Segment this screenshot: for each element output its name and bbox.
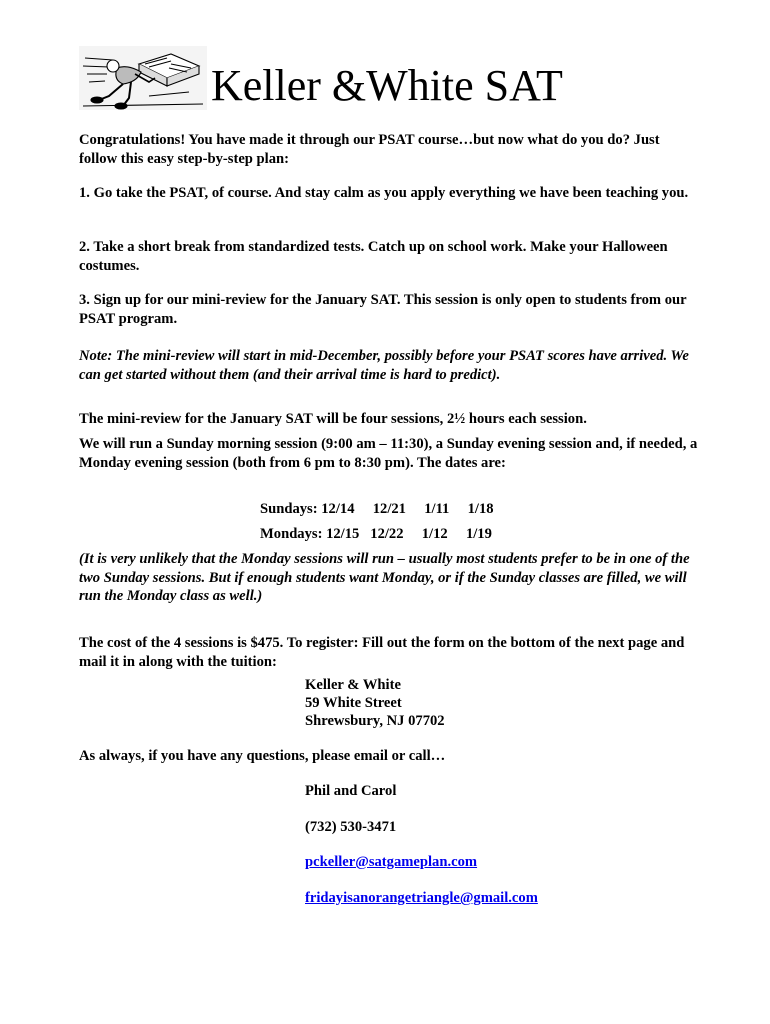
address-street: 59 White Street	[305, 695, 402, 711]
contact-email-2	[305, 889, 538, 907]
cost-paragraph: The cost of the 4 sessions is $475. To register: Fill out the form on the bottom of the next page and mail it in along with the tuition:	[79, 635, 685, 670]
step-1: 1. Go take the PSAT, of course. And stay calm as you apply everything we have been teaching you.	[79, 185, 689, 201]
sunday-dates: Sundays: 12/14 12/21 1/11 1/18	[260, 501, 494, 517]
contact-phone: (732) 530-3471	[305, 819, 397, 835]
mailing-address	[305, 676, 445, 730]
step-3: 3. Sign up for our mini-review for the January SAT. This session is only open to students from our PSAT program.	[79, 292, 687, 327]
step-2: 2. Take a short break from standardized tests. Catch up on school work. Make your Halloween costumes.	[79, 239, 668, 274]
page-title: Keller &White SAT	[211, 61, 563, 110]
questions-line: As always, if you have any questions, please email or call…	[79, 748, 446, 764]
contact-names: Phil and Carol	[305, 783, 397, 799]
address-name: Keller & White	[305, 677, 401, 693]
monday-dates: Mondays: 12/15 12/22 1/12 1/19	[260, 526, 492, 542]
note-paragraph: Note: The mini-review will start in mid-December, possibly before your PSAT scores have arrived. We can get started without them (and their arrival time is hard to predict).	[79, 348, 689, 383]
intro-paragraph: Congratulations! You have made it through our PSAT course…but now what do you do? Just follow this easy step-by-step plan:	[79, 132, 660, 167]
address-city: Shrewsbury, NJ 07702	[305, 713, 445, 729]
monday-note: (It is very unlikely that the Monday sessions will run – usually most students prefer to be in one of the two Sunday sessions. But if enough students want Monday, or if the Sunday classes are filled, we will run the Monday class as well.)	[79, 551, 690, 604]
email-link-pckeller[interactable]: pckeller@satgameplan.com	[305, 854, 478, 870]
header	[79, 44, 563, 110]
sessions-line-1: The mini-review for the January SAT will be four sessions, 2½ hours each session.	[79, 411, 587, 427]
sessions-line-2: We will run a Sunday morning session (9:00 am – 11:30), a Sunday evening session and, if needed, a Monday evening session (both from 6 pm to 8:30 pm). The dates are:	[79, 436, 698, 471]
email-link-fridayisanorangetriangle[interactable]: fridayisanorangetriangle@gmail.com	[305, 890, 538, 906]
sat-book-crash-icon	[79, 46, 207, 110]
contact-email-1	[305, 853, 477, 871]
